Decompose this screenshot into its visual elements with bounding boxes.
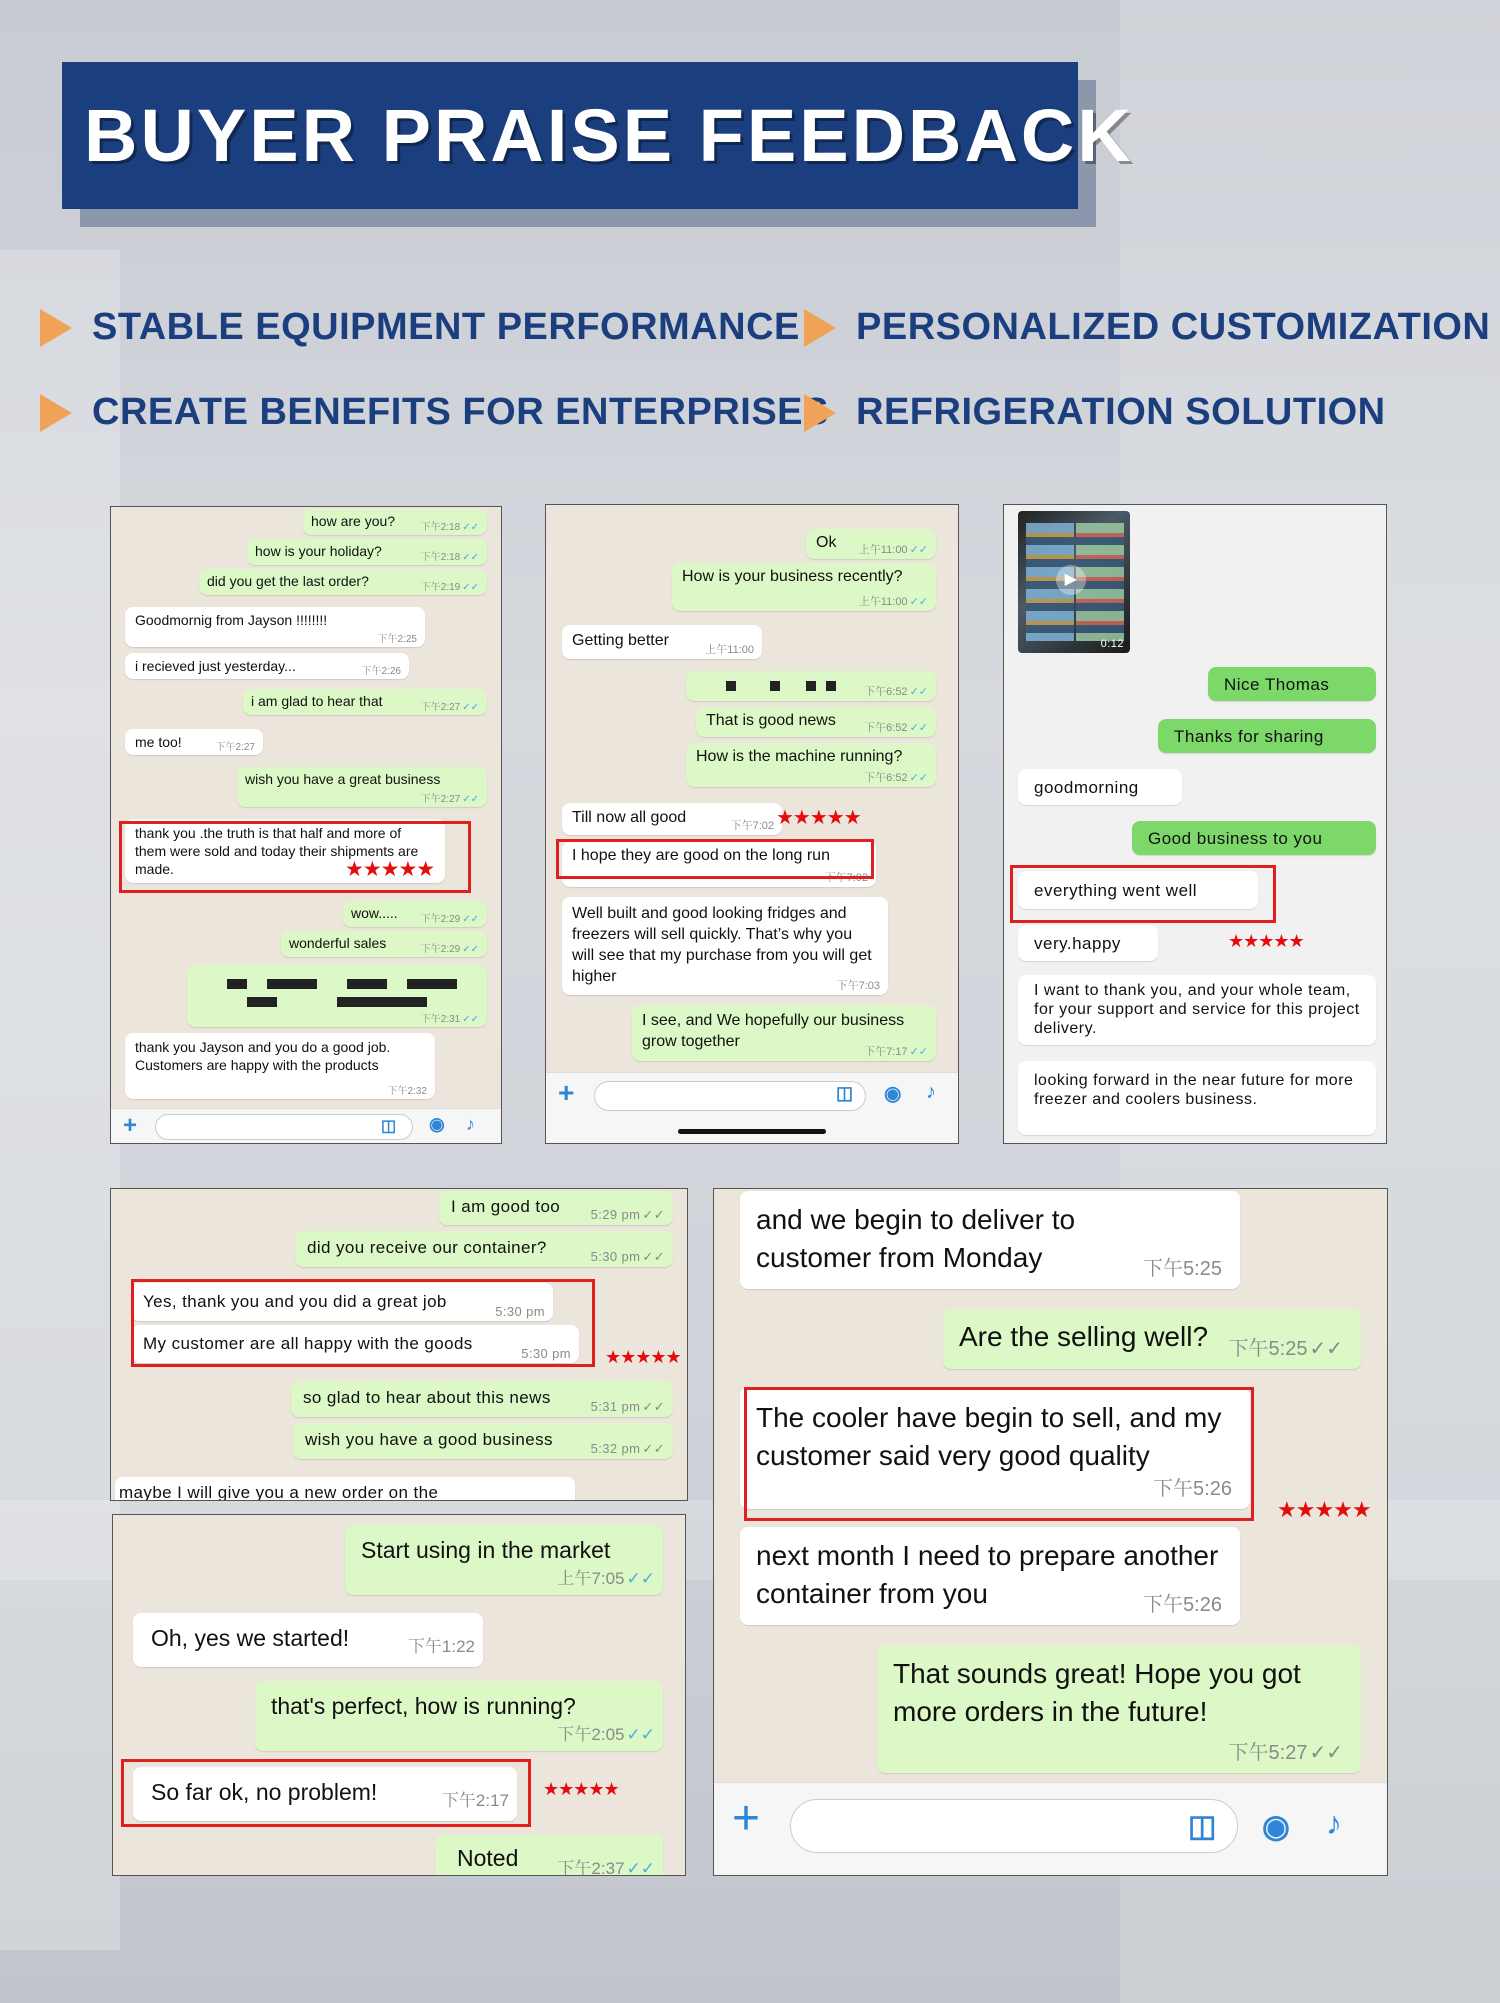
time-text: 下午2:29	[420, 944, 461, 955]
read-check-icon: ✓✓	[462, 914, 479, 925]
chat-screenshot-4	[110, 1188, 688, 1501]
feature-label: REFRIGERATION SOLUTION	[856, 391, 1386, 433]
feature-item	[804, 391, 1386, 434]
chat-bubble-received	[115, 1477, 575, 1501]
triangle-bullet-icon	[40, 309, 72, 347]
five-star-rating: ★★★★★	[345, 858, 435, 881]
redaction-block	[227, 979, 247, 989]
message-time: 下午7:02	[824, 872, 868, 884]
chat-bubble-received	[125, 653, 409, 679]
chat-bubble-received	[740, 1527, 1240, 1625]
message-input[interactable]	[790, 1799, 1238, 1853]
read-check-icon: ✓✓	[909, 772, 928, 784]
chat-bubble-sent	[672, 563, 936, 611]
time-text: 上午11:00	[858, 544, 908, 556]
chat-bubble-sent	[877, 1645, 1361, 1773]
chat-bubble-received	[1018, 769, 1182, 805]
chat-bubble-sent	[439, 1191, 673, 1225]
message-text: and we begin to deliver to customer from Monday	[756, 1204, 1076, 1273]
message-text: wish you have a great business	[245, 771, 441, 787]
message-text: Start using in the market	[361, 1537, 611, 1563]
time-text: 下午2:37	[557, 1859, 625, 1876]
message-input-bar	[111, 1108, 501, 1143]
message-time: 下午2:26	[361, 666, 401, 677]
chat-bubble-sent	[255, 1681, 663, 1751]
read-check-icon: ✓✓	[626, 1569, 655, 1588]
chat-bubble-received	[562, 803, 782, 835]
message-time	[591, 1249, 665, 1265]
time-text: 下午2:29	[420, 914, 461, 925]
message-time: 下午5:26	[1153, 1478, 1232, 1500]
redaction-block	[267, 979, 317, 989]
message-text: Getting better	[572, 632, 669, 649]
chat-bubble-sent	[686, 743, 936, 787]
message-time	[591, 1441, 665, 1457]
read-check-icon: ✓✓	[462, 582, 479, 593]
read-check-icon: ✓✓	[462, 522, 479, 533]
message-time	[421, 1010, 479, 1025]
time-text: 下午7:17	[864, 1046, 908, 1058]
message-text: I see, and We hopefully our business grow together	[642, 1012, 905, 1050]
message-time	[864, 719, 928, 735]
message-text: goodmorning	[1034, 778, 1139, 797]
chat-bubble-received	[1018, 1061, 1376, 1135]
time-text: 下午2:18	[420, 552, 461, 563]
chat-bubble-received	[125, 1033, 435, 1099]
message-time	[859, 593, 928, 609]
redaction-block	[247, 997, 277, 1007]
message-time: 上午11:00	[705, 644, 754, 656]
five-star-rating: ★★★★★	[776, 807, 861, 829]
message-time: 下午5:25	[1143, 1258, 1222, 1280]
read-check-icon: ✓✓	[462, 944, 479, 955]
triangle-bullet-icon	[804, 309, 836, 347]
message-time	[421, 518, 479, 533]
chat-bubble-sent	[281, 931, 487, 957]
time-text: 下午2:27	[420, 794, 461, 805]
read-check-icon: ✓✓	[642, 1207, 665, 1222]
message-time	[859, 541, 928, 557]
time-text: 5:30 pm	[590, 1249, 641, 1264]
message-text: everything went well	[1034, 881, 1198, 900]
feature-item	[804, 306, 1490, 349]
message-time	[864, 769, 928, 785]
redaction-block	[337, 997, 427, 1007]
message-input-bar	[714, 1782, 1387, 1875]
chat-bubble-sent	[343, 901, 487, 927]
redaction-block	[726, 681, 736, 691]
message-text: How is the machine running?	[696, 748, 903, 765]
message-text: how are you?	[311, 513, 396, 529]
message-time	[421, 940, 479, 955]
chat-bubble-received	[125, 729, 263, 755]
chat-bubble-sent	[1158, 719, 1376, 753]
message-text: did you receive our container?	[307, 1238, 547, 1257]
home-indicator	[678, 1129, 826, 1134]
chat-bubble-sent	[237, 767, 487, 807]
read-check-icon: ✓✓	[462, 1014, 479, 1025]
chat-bubble-sent	[243, 689, 487, 715]
read-check-icon: ✓✓	[626, 1725, 655, 1744]
message-text: did you get the last order?	[207, 573, 369, 589]
message-text: wish you have a good business	[305, 1430, 553, 1449]
chat-screenshot-3	[1003, 504, 1387, 1144]
chat-bubble-received	[133, 1613, 483, 1667]
message-text: i recieved just yesterday...	[135, 658, 296, 674]
highlight-box	[121, 1759, 531, 1827]
time-text: 下午2:31	[420, 1014, 461, 1025]
read-check-icon: ✓✓	[909, 722, 928, 734]
message-text: next month I need to prepare another container from you	[756, 1540, 1219, 1609]
chat-bubble-received	[1018, 925, 1158, 961]
five-star-rating: ★★★★★	[1228, 931, 1304, 951]
time-text: 下午2:18	[420, 522, 461, 533]
message-text: I am good too	[451, 1197, 561, 1216]
message-text: That sounds great! Hope you got more orders in the future!	[893, 1658, 1301, 1727]
chat-bubble-sent	[247, 539, 487, 565]
message-time	[421, 548, 479, 563]
message-text: Thanks for sharing	[1174, 727, 1324, 746]
time-text: 5:29 pm	[590, 1207, 641, 1222]
chat-bubble-sent	[806, 529, 936, 559]
highlight-box	[556, 839, 874, 879]
feature-label: STABLE EQUIPMENT PERFORMANCE	[92, 306, 800, 348]
message-time: 5:30 pm	[521, 1346, 571, 1361]
redaction-block	[806, 681, 816, 691]
chat-bubble-sent-redacted	[686, 671, 936, 701]
chat-screenshot-5	[112, 1514, 686, 1876]
five-star-rating: ★★★★★	[1277, 1497, 1371, 1522]
message-time	[591, 1399, 665, 1415]
message-text: very.happy	[1034, 934, 1121, 953]
highlight-box	[131, 1279, 595, 1367]
chat-bubble-sent	[291, 1381, 673, 1417]
redaction-block	[770, 681, 780, 691]
message-text: how is your holiday?	[255, 543, 382, 559]
chat-screenshot-6	[713, 1188, 1388, 1876]
chat-screenshot-1	[110, 506, 502, 1144]
message-time	[557, 1564, 655, 1589]
message-time: 下午2:32	[387, 1086, 427, 1097]
message-time: 下午7:02	[730, 820, 774, 832]
redaction-block	[826, 681, 836, 691]
add-icon[interactable]: +	[123, 1112, 138, 1139]
message-time	[864, 1043, 928, 1059]
microphone-icon[interactable]: ♪	[926, 1081, 936, 1103]
message-text: thank you .the truth is that half and more of them were sold and today their shipments are made.	[135, 825, 419, 877]
message-text: Oh, yes we started!	[151, 1625, 350, 1651]
message-text: The cooler have begin to sell, and my customer said very good quality	[756, 1402, 1222, 1471]
time-text: 上午7:05	[557, 1569, 625, 1588]
read-check-icon: ✓✓	[642, 1249, 665, 1264]
message-text: Well built and good looking fridges and freezers will sell quickly. That’s why you will see that my purchase from you will get higher	[572, 905, 872, 985]
message-text: I hope they are good on the long run	[572, 847, 830, 864]
chat-bubble-received	[740, 1191, 1240, 1289]
time-text: 上午11:00	[858, 596, 908, 608]
chat-bubble-sent	[435, 1835, 663, 1876]
message-time	[591, 1207, 665, 1223]
read-check-icon: ✓✓	[462, 794, 479, 805]
message-time	[557, 1720, 655, 1745]
chat-bubble-sent	[1208, 667, 1376, 701]
read-check-icon: ✓✓	[462, 702, 479, 713]
message-text: so glad to hear about this news	[303, 1388, 551, 1407]
chat-bubble-sent	[696, 707, 936, 737]
message-text: Yes, thank you and you did a great job	[143, 1292, 447, 1311]
message-text: Goodmornig from Jayson !!!!!!!!	[135, 612, 328, 628]
chat-bubble-sent-redacted	[187, 965, 487, 1027]
time-text: 下午6:52	[864, 772, 908, 784]
camera-icon[interactable]: ◉	[884, 1083, 902, 1105]
message-text: wow.....	[351, 905, 398, 921]
chat-bubble-sent	[293, 1423, 673, 1459]
add-icon[interactable]: +	[732, 1792, 761, 1845]
message-time	[1229, 1736, 1343, 1765]
read-check-icon: ✓✓	[626, 1859, 655, 1876]
read-check-icon: ✓✓	[909, 544, 928, 556]
message-input[interactable]	[155, 1114, 413, 1140]
message-time	[421, 698, 479, 713]
time-text: 5:32 pm	[590, 1441, 641, 1456]
message-text: Good business to you	[1148, 829, 1323, 848]
camera-icon[interactable]: ◉	[1262, 1808, 1290, 1844]
message-text: me too!	[135, 734, 182, 750]
chat-bubble-sent	[303, 509, 487, 535]
time-text: 下午2:19	[420, 582, 461, 593]
read-check-icon: ✓✓	[1309, 1338, 1343, 1360]
chat-bubble-sent	[632, 1005, 936, 1061]
read-check-icon: ✓✓	[1309, 1742, 1343, 1764]
message-time: 下午7:03	[836, 980, 880, 992]
five-star-rating: ★★★★★	[605, 1347, 681, 1367]
message-text: That is good news	[706, 712, 836, 729]
redaction-block	[407, 979, 457, 989]
title-banner	[62, 62, 1134, 209]
message-text: i am glad to hear that	[251, 693, 383, 709]
read-check-icon: ✓✓	[909, 1046, 928, 1058]
feature-label: CREATE BENEFITS FOR ENTERPRISES	[92, 391, 829, 433]
message-text: thank you Jayson and you do a good job. Customers are happy with the products	[135, 1039, 391, 1073]
message-text: Nice Thomas	[1224, 675, 1330, 694]
read-check-icon: ✓✓	[909, 596, 928, 608]
time-text: 下午6:52	[864, 686, 908, 698]
time-text: 下午6:52	[864, 722, 908, 734]
sticker-icon[interactable]: ◫	[381, 1118, 397, 1135]
video-thumbnail[interactable]	[1018, 511, 1130, 653]
time-text: 下午2:27	[420, 702, 461, 713]
triangle-bullet-icon	[804, 394, 836, 432]
message-input[interactable]	[594, 1081, 866, 1111]
chat-bubble-received	[1018, 975, 1376, 1045]
message-text: My customer are all happy with the goods	[143, 1334, 473, 1353]
feature-label: PERSONALIZED CUSTOMIZATION	[856, 306, 1491, 348]
message-time	[421, 578, 479, 593]
five-star-rating: ★★★★★	[543, 1779, 619, 1799]
message-time: 下午5:26	[1143, 1594, 1222, 1616]
chat-bubble-sent	[295, 1231, 673, 1267]
message-text: Till now all good	[572, 809, 687, 826]
message-time: 5:30 pm	[495, 1304, 545, 1319]
chat-bubble-received	[562, 897, 888, 995]
time-text: 下午2:05	[557, 1725, 625, 1744]
chat-bubble-sent	[1132, 821, 1376, 855]
message-time	[864, 683, 928, 699]
message-text: Noted	[457, 1845, 519, 1871]
triangle-bullet-icon	[40, 394, 72, 432]
sticker-icon[interactable]: ◫	[1188, 1810, 1217, 1843]
chat-bubble-received	[125, 607, 425, 647]
feature-item	[40, 391, 829, 434]
add-icon[interactable]: +	[558, 1077, 575, 1108]
read-check-icon: ✓✓	[909, 686, 928, 698]
message-time: 下午2:17	[441, 1791, 509, 1810]
chat-bubble-sent	[345, 1525, 663, 1595]
camera-icon[interactable]: ◉	[429, 1114, 445, 1134]
message-time	[1229, 1332, 1343, 1361]
chat-bubble-sent	[199, 569, 487, 595]
page-title: BUYER PRAISE FEEDBACK	[84, 94, 1134, 177]
message-text: looking forward in the near future for more freezer and coolers business.	[1034, 1072, 1354, 1108]
message-time	[421, 910, 479, 925]
time-text: 下午5:27	[1228, 1742, 1308, 1764]
play-icon[interactable]: ▶	[1056, 565, 1086, 595]
time-text: 5:31 pm	[590, 1399, 641, 1414]
message-time: 下午2:27	[215, 742, 255, 753]
background-panel	[0, 250, 120, 1950]
message-text: maybe I will give you a new order on the	[119, 1483, 439, 1501]
read-check-icon: ✓✓	[642, 1441, 665, 1456]
message-text: How is your business recently?	[682, 568, 903, 585]
message-time	[421, 790, 479, 805]
read-check-icon: ✓✓	[642, 1399, 665, 1414]
highlight-box	[1010, 865, 1276, 923]
sticker-icon[interactable]: ◫	[836, 1083, 854, 1103]
feature-item	[40, 306, 800, 349]
message-text: So far ok, no problem!	[151, 1779, 378, 1805]
message-text: that's perfect, how is running?	[271, 1693, 576, 1719]
message-text: wonderful sales	[289, 935, 387, 951]
message-text: Ok	[816, 534, 837, 551]
read-check-icon: ✓✓	[462, 552, 479, 563]
message-text: I want to thank you, and your whole team, for your support and service for this project delivery.	[1034, 982, 1360, 1037]
chat-screenshot-2	[545, 504, 959, 1144]
message-time: 下午1:22	[407, 1637, 475, 1656]
chat-bubble-sent	[943, 1309, 1361, 1369]
redaction-block	[347, 979, 387, 989]
message-time: 下午2:25	[377, 634, 417, 645]
microphone-icon[interactable]: ♪	[1326, 1805, 1342, 1841]
microphone-icon[interactable]: ♪	[466, 1114, 475, 1134]
message-text: Are the selling well?	[959, 1321, 1209, 1352]
time-text: 下午5:25	[1228, 1338, 1308, 1360]
video-duration: 0:12	[1100, 638, 1124, 650]
chat-bubble-received	[562, 625, 762, 659]
message-time	[557, 1854, 655, 1876]
message-input-bar	[546, 1072, 958, 1143]
highlight-box	[744, 1387, 1254, 1521]
